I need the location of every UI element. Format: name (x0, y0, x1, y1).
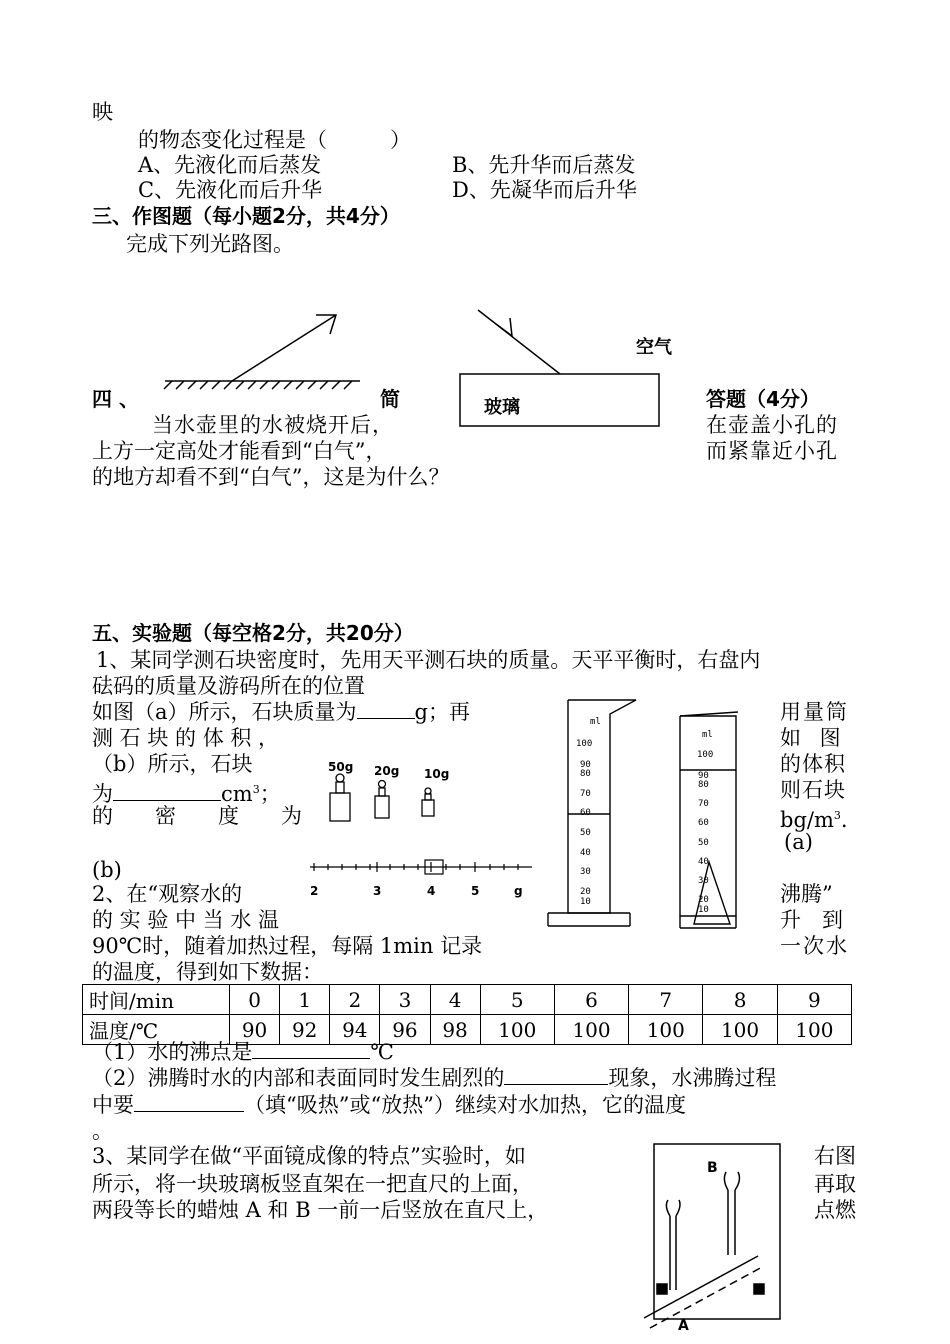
table-cell: 100 (554, 1015, 628, 1045)
table-cell: 96 (380, 1015, 430, 1045)
q1-line7: 的 密 度 为 (92, 804, 302, 828)
weight-label-20g: 20g (374, 764, 400, 778)
label-air: 空气 (636, 337, 672, 358)
cyl-b-tick: 10 (698, 905, 709, 915)
q3-line2: 所示，将一块玻璃板竖直架在一把直尺的上面， (92, 1172, 533, 1196)
ray-arrowhead (316, 315, 336, 334)
q1-volume-end: ； (259, 782, 281, 806)
cyl-a-tick: 50 (580, 828, 591, 838)
cyl-b-unit: ml (702, 730, 713, 740)
table-cell: 100 (777, 1015, 851, 1045)
density-unit: bg/m (780, 808, 834, 832)
scale-tick: 5 (471, 884, 480, 898)
cyl-b-tick: 20 (698, 895, 709, 905)
sec4-line1-left: 当水壶里的水被烧开后， (152, 413, 394, 437)
q2-l3-right: 一次水 (780, 934, 849, 958)
boiling-point-unit: ℃ (370, 1040, 394, 1064)
q2-sub3 (92, 1093, 686, 1117)
scale-unit: g (514, 884, 523, 898)
section3-title: 三、作图题（每小题2分，共4分） (92, 204, 400, 228)
q2-sub2 (92, 1066, 776, 1090)
section4-title-c: 答题（4分） (706, 387, 820, 411)
clip-left (657, 1284, 667, 1294)
cyl-a-tick: 60 (580, 808, 591, 818)
q1-line1: 1、某同学测石块密度时，先用天平测石块的质量。天平平衡时，右盘内 (96, 648, 761, 672)
q1-line3 (92, 700, 470, 724)
heat-prefix: 中要 (92, 1093, 134, 1117)
density-unit-end: . (840, 808, 848, 832)
q1-l7-right (780, 804, 848, 832)
q1-volume-sup: 3 (252, 783, 260, 796)
q1-mass-suffix: g；再 (414, 700, 470, 724)
cyl-b-tick: 30 (698, 876, 709, 886)
q2-line3: 90℃时，随着加热过程，每隔 1min 记录 (92, 934, 483, 958)
q2-sub4: 。 (92, 1119, 113, 1143)
q1-line4: 测 石 块 的 体 积 ， (92, 726, 280, 750)
q1-l4-right: 如 图 (780, 726, 847, 750)
incident-ray (478, 310, 560, 374)
weight-20g (375, 796, 389, 818)
q1-line5: （b）所示，石块 (92, 752, 253, 776)
q3-l1-right: 右图 (814, 1144, 856, 1168)
section3-instruction: 完成下列光路图。 (126, 232, 294, 256)
density-unit-sup: 3 (833, 809, 841, 822)
candle-B (724, 1172, 739, 1255)
reflection-figure (164, 315, 360, 389)
candle-B-label: B (707, 1160, 718, 1176)
q1-line6 (92, 778, 281, 806)
q1-volume-unit: cm (221, 782, 253, 806)
temperature-table (82, 984, 852, 1045)
q1-mass-prefix: 如图（a）所示，石块质量为 (92, 700, 357, 724)
cyl-b-tick: 40 (698, 857, 709, 867)
weight-50g (330, 793, 350, 821)
q3-l2-right: 再取 (814, 1172, 856, 1196)
section4-title-a: 四 、 (92, 387, 139, 411)
cyl-a-tick: 20 (580, 887, 591, 897)
section5-title: 五、实验题（每空格2分，共20分） (92, 621, 414, 645)
table-cell: 4 (430, 985, 480, 1015)
q1-l5-right: 的体积 (780, 752, 846, 776)
table-cell: 7 (629, 985, 703, 1015)
mirror-hatching (164, 381, 352, 389)
table-cell: 3 (380, 985, 430, 1015)
q2-l1-right: 沸腾” (780, 882, 833, 906)
candle-A-label: A (678, 1318, 689, 1334)
incident-arrowhead (496, 318, 512, 336)
q1-line2: 砝码的质量及游码所在的位置 (92, 674, 365, 698)
scale-tick: 4 (427, 884, 436, 898)
cyl-a-unit: ml (590, 717, 601, 727)
cyl-b-tick: 90 (698, 771, 709, 781)
boiling-point-prefix: （1）水的沸点是 (92, 1040, 253, 1064)
table-cell: 98 (430, 1015, 480, 1045)
cyl-b-tick: 50 (698, 838, 709, 848)
table-cell: 5 (480, 985, 554, 1015)
q2-line1: 2、在“观察水的 (92, 882, 243, 906)
cyl-b-tick: 60 (698, 818, 709, 828)
clip-right (754, 1284, 764, 1294)
option-a: A、先液化而后蒸发 (138, 153, 322, 177)
phenomenon-prefix: （2）沸腾时水的内部和表面同时发生剧烈的 (92, 1066, 505, 1090)
cyl-a-tick: 100 (576, 739, 593, 749)
table-cell: 9 (777, 985, 851, 1015)
figure-b-label: (b) (92, 858, 122, 882)
table-cell: 90 (230, 1015, 280, 1045)
cyl-a-tick: 70 (580, 789, 591, 799)
q2-line4: 的温度，得到如下数据： (92, 960, 323, 984)
label-glass: 玻璃 (484, 397, 520, 418)
q1-volume-prefix: 为 (92, 782, 113, 806)
phenomenon-blank[interactable] (504, 1066, 608, 1085)
table-cell: 1 (280, 985, 330, 1015)
table-row (83, 985, 852, 1015)
cylinder-a (548, 700, 636, 926)
weight-label-50g: 50g (328, 760, 354, 774)
reflected-ray (232, 315, 336, 381)
cylinder-b (680, 712, 738, 928)
boiling-point-blank[interactable] (252, 1040, 370, 1059)
weight-label-10g: 10g (424, 767, 450, 781)
sec4-line2-left: 上方一定高处才能看到“白气”， (92, 439, 387, 463)
table-cell: 2 (330, 985, 380, 1015)
cyl-a-tick: 30 (580, 867, 591, 877)
q3-line1: 3、某同学在做“平面镜成像的特点”实验时，如 (92, 1144, 526, 1168)
table-header-time: 时间/min (83, 985, 230, 1015)
cyl-a-tick: 40 (580, 848, 591, 858)
q2-line2: 的 实 验 中 当 水 温 (92, 908, 280, 932)
heat-suffix: （填“吸热”或“放热”）继续对水加热，它的温度 (244, 1093, 686, 1117)
choice-stem: 的物态变化过程是（ ） (138, 128, 411, 152)
option-b: B、先升华而后蒸发 (452, 153, 636, 177)
q1-l6-right: 则石块 (780, 778, 846, 802)
weight-10g (422, 800, 434, 816)
option-c: C、先液化而后升华 (138, 178, 323, 202)
cyl-a-tick: 90 (580, 760, 591, 770)
cyl-b-tick: 70 (698, 799, 709, 809)
q2-sub1 (92, 1040, 394, 1064)
table-cell: 6 (554, 985, 628, 1015)
cyl-a-tick: 10 (580, 897, 591, 907)
volume-blank[interactable] (113, 782, 221, 801)
q1-l3-right: 用量筒 (780, 700, 849, 724)
heat-blank[interactable] (134, 1093, 244, 1112)
sec4-line3: 的地方却看不到“白气”，这是为什么？ (92, 465, 450, 489)
choice-fragment: 映 (92, 100, 113, 124)
table-cell: 100 (480, 1015, 554, 1045)
table-cell: 100 (703, 1015, 777, 1045)
q2-l2-right: 升 到 (780, 908, 843, 932)
cyl-b-tick: 100 (697, 750, 714, 760)
mass-blank[interactable] (357, 700, 415, 719)
phenomenon-suffix: 现象，水沸腾过程 (608, 1066, 777, 1090)
option-d: D、先凝华而后升华 (452, 178, 637, 202)
weights-figure (330, 774, 434, 821)
q3-line3: 两段等长的蜡烛 A 和 B 一前一后竖放在直尺上， (92, 1198, 549, 1222)
table-cell: 0 (230, 985, 280, 1015)
table-header-temp: 温度/℃ (83, 1015, 230, 1045)
table-cell: 100 (629, 1015, 703, 1045)
cyl-b-tick: 80 (698, 780, 709, 790)
table-cell: 8 (703, 985, 777, 1015)
table-cell: 94 (330, 1015, 380, 1045)
cyl-a-tick: 80 (580, 769, 591, 779)
sec4-line1-right: 在壶盖小孔的 (706, 413, 838, 437)
figure-a-label: (a) (784, 830, 813, 854)
beam-scale (310, 860, 532, 874)
candle-A (666, 1200, 680, 1290)
scale-tick: 3 (373, 884, 382, 898)
scale-tick: 2 (310, 884, 319, 898)
q3-l3-right: 点燃 (814, 1198, 856, 1222)
section4-title-b: 简 (380, 387, 400, 411)
table-cell: 92 (280, 1015, 330, 1045)
sec4-line2-right: 而紧靠近小孔 (706, 439, 838, 463)
